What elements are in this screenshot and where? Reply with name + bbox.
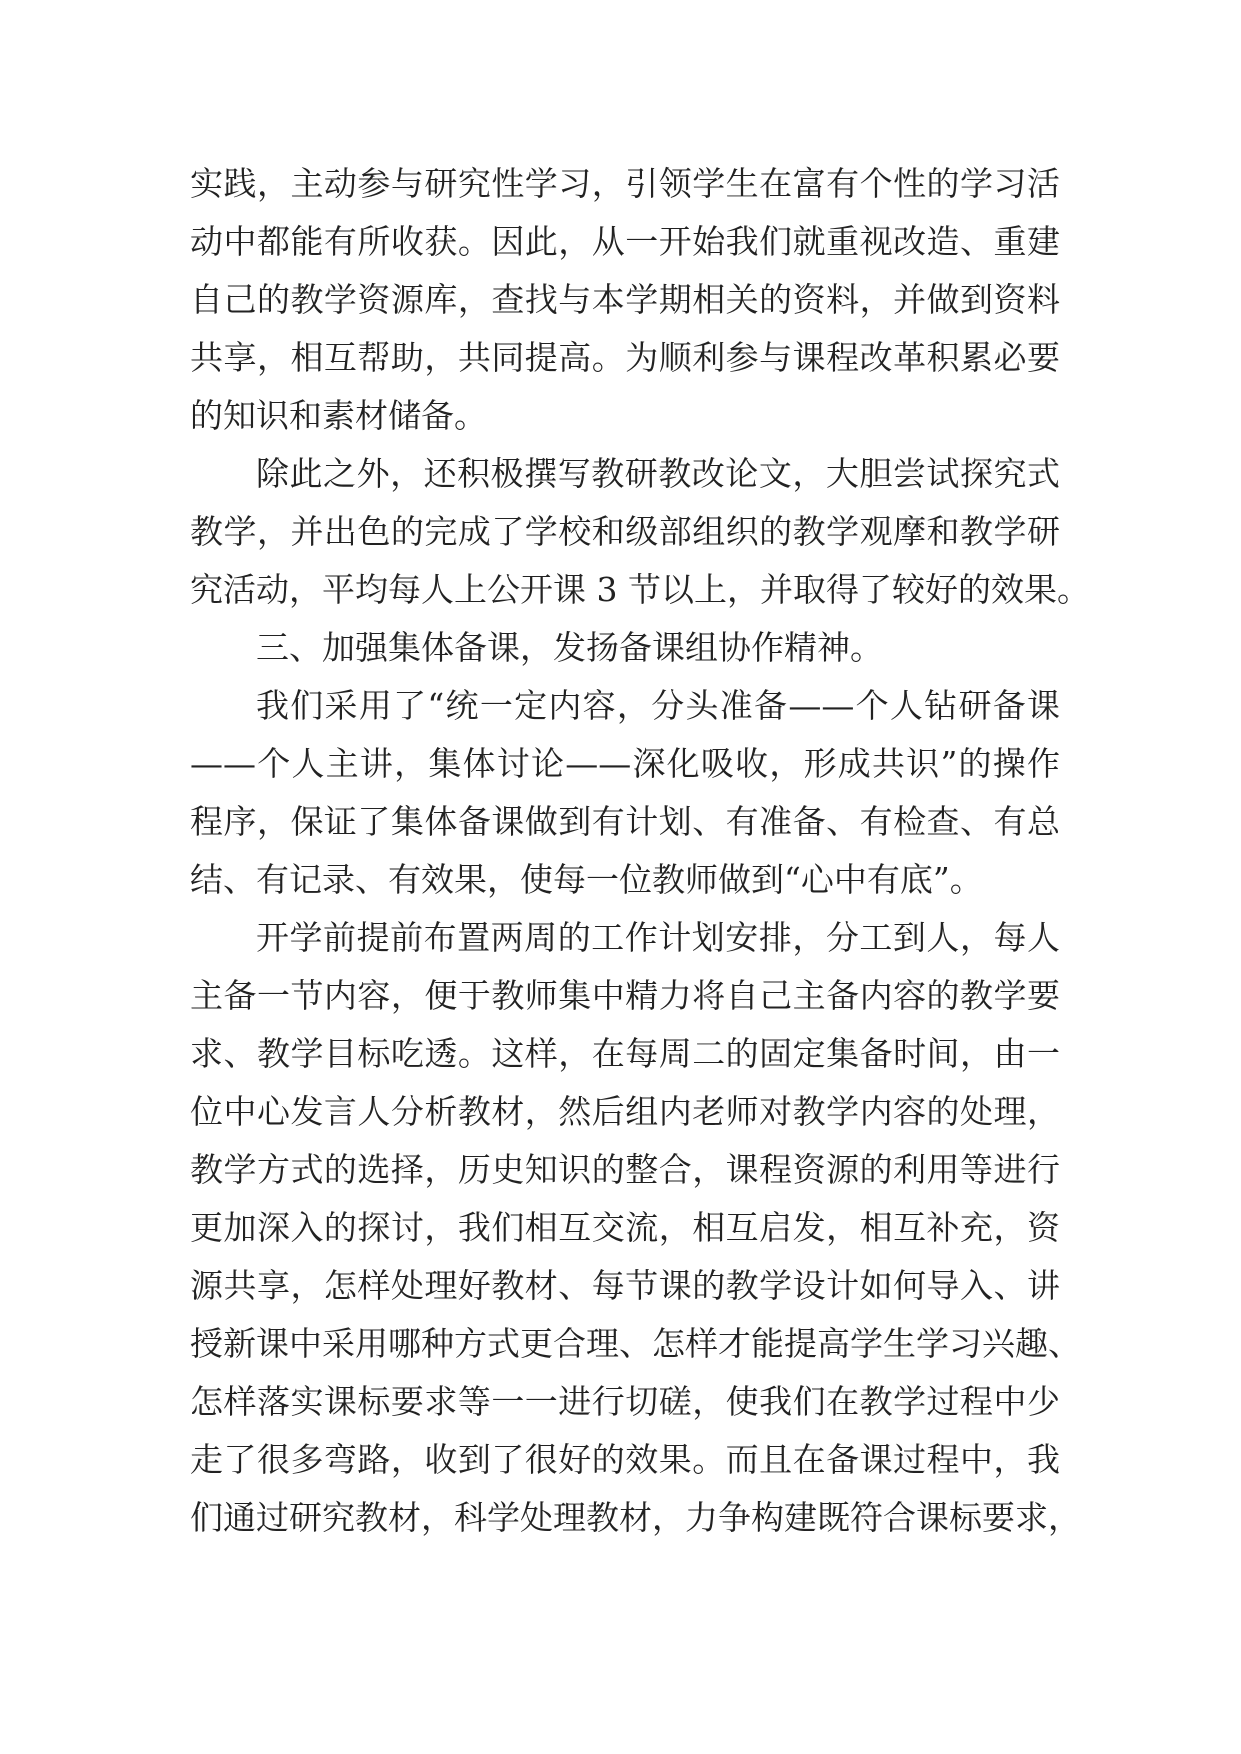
paragraph-start-line: 除此之外，还积极撰写教研教改论文，大胆尝试探究式	[256, 454, 1060, 493]
paragraph-start-line: 开学前提前布置两周的工作计划安排，分工到人，每人	[256, 918, 1060, 957]
section-heading: 三、加强集体备课，发扬备课组协作精神。	[256, 628, 883, 667]
text-line: 走了很多弯路，收到了很好的效果。而且在备课过程中，我	[190, 1440, 1060, 1479]
text-line: 求、教学目标吃透。这样，在每周二的固定集备时间，由一	[190, 1034, 1060, 1073]
text-line: 结、有记录、有效果，使每一位教师做到“心中有底”。	[190, 860, 983, 899]
text-line: 教学方式的选择，历史知识的整合，课程资源的利用等进行	[190, 1150, 1060, 1189]
text-line: 究活动，平均每人上公开课 3 节以上，并取得了较好的效果。	[190, 570, 1090, 609]
text-line: 位中心发言人分析教材，然后组内老师对教学内容的处理，	[190, 1092, 1060, 1131]
text-line: 的知识和素材储备。	[190, 396, 487, 435]
text-line: 们通过研究教材，科学处理教材，力争构建既符合课标要求，	[190, 1498, 1081, 1537]
text-line: 教学，并出色的完成了学校和级部组织的教学观摩和教学研	[190, 512, 1060, 551]
text-line: 授新课中采用哪种方式更合理、怎样才能提高学生学习兴趣、	[190, 1324, 1081, 1363]
text-line: 怎样落实课标要求等一一进行切磋，使我们在教学过程中少	[190, 1382, 1060, 1421]
text-line: ——个人主讲，集体讨论——深化吸收，形成共识”的操作	[190, 744, 1060, 783]
text-line: 自己的教学资源库，查找与本学期相关的资料，并做到资料	[190, 280, 1060, 319]
text-line: 实践，主动参与研究性学习，引领学生在富有个性的学习活	[190, 164, 1060, 203]
text-line: 动中都能有所收获。因此，从一开始我们就重视改造、重建	[190, 222, 1060, 261]
text-line: 更加深入的探讨，我们相互交流，相互启发，相互补充，资	[190, 1208, 1060, 1247]
text-line: 程序，保证了集体备课做到有计划、有准备、有检查、有总	[190, 802, 1060, 841]
paragraph-start-line: 我们采用了“统一定内容，分头准备——个人钻研备课	[256, 686, 1060, 725]
text-line: 源共享，怎样处理好教材、每节课的教学设计如何导入、讲	[190, 1266, 1060, 1305]
document-body	[190, 155, 1090, 1547]
text-line: 共享，相互帮助，共同提高。为顺利参与课程改革积累必要	[190, 338, 1060, 377]
text-line: 主备一节内容，便于教师集中精力将自己主备内容的教学要	[190, 976, 1060, 1015]
